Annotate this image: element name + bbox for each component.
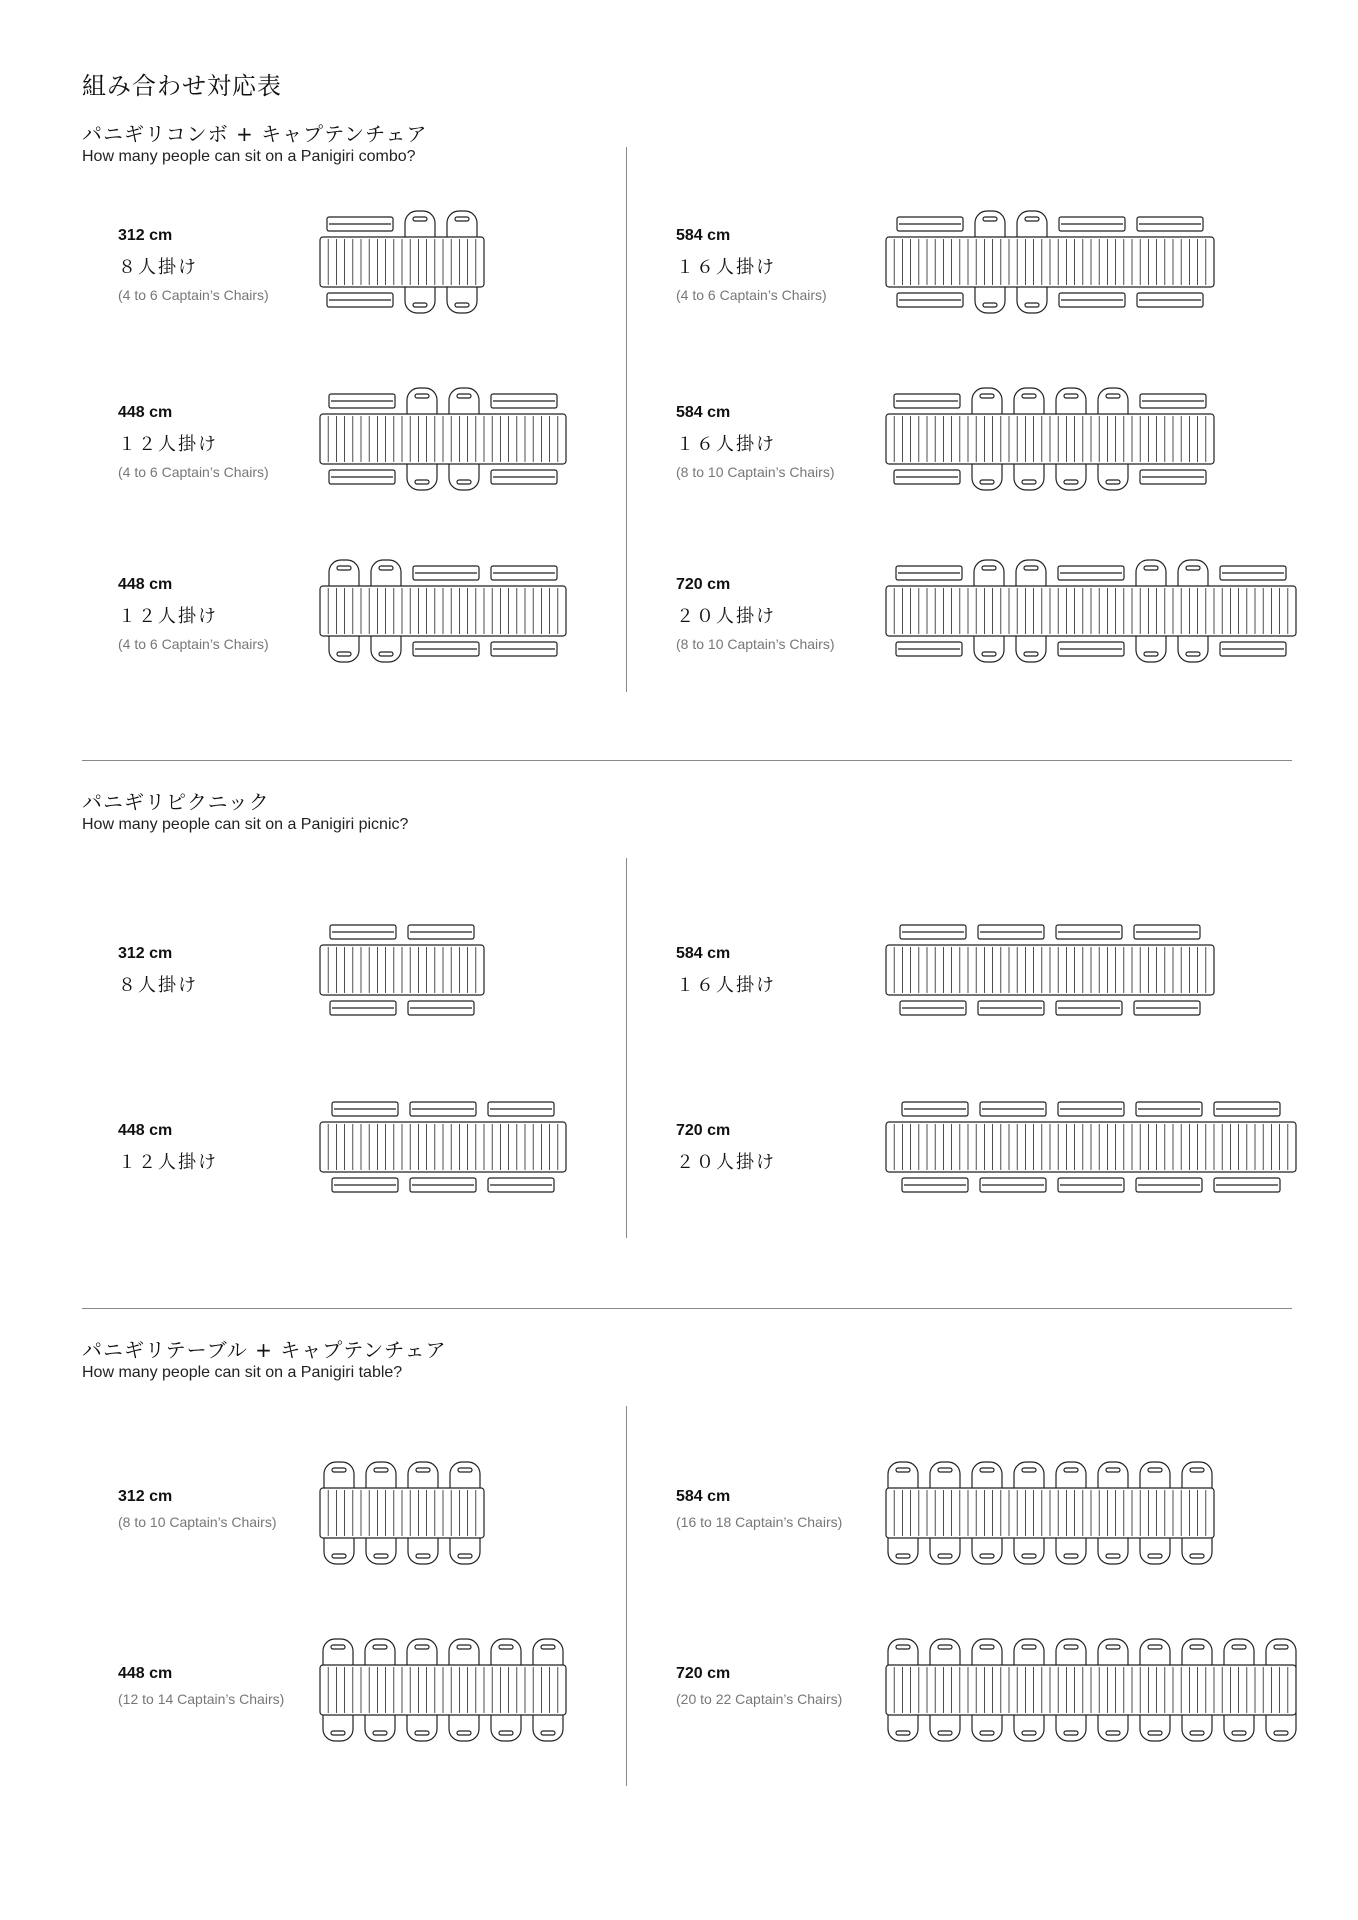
seating-diagram (320, 559, 580, 663)
item-label (676, 945, 876, 997)
chair-handle (1064, 1645, 1078, 1649)
seating-diagram (886, 1638, 1306, 1742)
chair-range: (4 to 6 Captain’s Chairs) (118, 287, 269, 303)
chair-handle (980, 1554, 994, 1558)
seating-diagram (320, 387, 580, 491)
seating-diagram (886, 1461, 1226, 1565)
chair-handle (982, 566, 996, 570)
chair-handle (1106, 1645, 1120, 1649)
chair-handle (1190, 1645, 1204, 1649)
seat-count: １２人掛け (118, 606, 218, 627)
chair-handle (457, 1731, 471, 1735)
chair-handle (373, 1645, 387, 1649)
section-subtitle-picnic: How many people can sit on a Panigiri picnic? (82, 816, 409, 833)
seating-group (320, 925, 484, 1015)
chair-handle (374, 1468, 388, 1472)
seating-diagram (886, 559, 1306, 663)
seating-group (886, 560, 1296, 662)
chair-range: (4 to 6 Captain’s Chairs) (118, 636, 269, 652)
chair-handle (541, 1731, 555, 1735)
item-label (118, 1488, 318, 1530)
chair-handle (1064, 394, 1078, 398)
chair-handle (1106, 1731, 1120, 1735)
table-size: 448 cm (118, 404, 173, 421)
chair-handle (415, 394, 429, 398)
table-size: 448 cm (118, 1665, 173, 1682)
chair-handle (458, 1554, 472, 1558)
seating-group (886, 211, 1214, 313)
table-size: 448 cm (118, 1122, 173, 1139)
chair-handle (1024, 652, 1038, 656)
table-size: 312 cm (118, 227, 173, 244)
chair-handle (1064, 1731, 1078, 1735)
chair-handle (415, 480, 429, 484)
seating-group (320, 388, 566, 490)
chair-handle (938, 1468, 952, 1472)
chair-handle (457, 1645, 471, 1649)
chair-handle (1190, 1731, 1204, 1735)
chair-handle (416, 1554, 430, 1558)
chair-handle (1064, 480, 1078, 484)
table-size: 584 cm (676, 945, 731, 962)
seat-count: ２０人掛け (676, 606, 776, 627)
table-size: 312 cm (118, 1488, 173, 1505)
seat-count: １６人掛け (676, 434, 776, 455)
chair-handle (499, 1731, 513, 1735)
item-label (676, 227, 876, 303)
chair-range: (4 to 6 Captain’s Chairs) (118, 464, 269, 480)
chair-handle (1064, 1468, 1078, 1472)
chair-handle (983, 217, 997, 221)
chair-handle (1106, 1468, 1120, 1472)
chair-handle (1022, 1731, 1036, 1735)
seat-count: ２０人掛け (676, 1152, 776, 1173)
chair-handle (413, 303, 427, 307)
chair-handle (373, 1731, 387, 1735)
chair-handle (379, 652, 393, 656)
item-label (676, 576, 876, 652)
table-size: 720 cm (676, 1122, 731, 1139)
chair-handle (541, 1645, 555, 1649)
seating-group (320, 560, 566, 662)
chair-range: (8 to 10 Captain’s Chairs) (118, 1514, 277, 1530)
chair-handle (457, 480, 471, 484)
seating-group (320, 211, 484, 313)
item-label (676, 404, 876, 480)
chair-handle (938, 1645, 952, 1649)
chair-handle (1148, 1731, 1162, 1735)
chair-range: (4 to 6 Captain’s Chairs) (676, 287, 827, 303)
chair-handle (1025, 303, 1039, 307)
chair-range: (16 to 18 Captain’s Chairs) (676, 1514, 843, 1530)
chair-handle (1274, 1731, 1288, 1735)
seat-count: １６人掛け (676, 257, 776, 278)
chair-handle (1232, 1645, 1246, 1649)
section-divider (82, 1308, 1292, 1309)
chair-range: (20 to 22 Captain’s Chairs) (676, 1691, 843, 1707)
chair-handle (896, 1645, 910, 1649)
table-size: 584 cm (676, 1488, 731, 1505)
seating-diagram (320, 210, 500, 314)
table-size: 584 cm (676, 404, 731, 421)
seating-group (320, 1462, 484, 1564)
chair-handle (896, 1468, 910, 1472)
chair-handle (1024, 566, 1038, 570)
seat-count: １２人掛け (118, 1152, 218, 1173)
chair-handle (455, 303, 469, 307)
chair-handle (938, 1554, 952, 1558)
chair-handle (1190, 1554, 1204, 1558)
item-label (118, 227, 318, 303)
item-label (118, 576, 318, 652)
seat-count: １６人掛け (676, 975, 776, 996)
seating-diagram (320, 1638, 580, 1742)
chair-handle (1064, 1554, 1078, 1558)
table-size: 448 cm (118, 576, 173, 593)
chair-handle (896, 1731, 910, 1735)
page-title: 組み合わせ対応表 (82, 72, 282, 100)
seating-group (886, 1639, 1296, 1741)
table-size: 584 cm (676, 227, 731, 244)
chair-handle (1190, 1468, 1204, 1472)
chair-range: (12 to 14 Captain’s Chairs) (118, 1691, 285, 1707)
seating-diagram (320, 1097, 580, 1197)
chair-handle (413, 217, 427, 221)
chair-handle (1148, 1645, 1162, 1649)
chair-handle (980, 1731, 994, 1735)
chair-handle (1186, 652, 1200, 656)
chair-handle (332, 1554, 346, 1558)
chair-range: (8 to 10 Captain’s Chairs) (676, 636, 835, 652)
chair-handle (1148, 1554, 1162, 1558)
chair-handle (938, 1731, 952, 1735)
chair-handle (499, 1645, 513, 1649)
item-label (118, 945, 318, 997)
chair-handle (1022, 1468, 1036, 1472)
seat-count: ８人掛け (118, 257, 198, 278)
chair-handle (379, 566, 393, 570)
chair-handle (331, 1645, 345, 1649)
item-label (118, 1122, 318, 1174)
chair-handle (1022, 1645, 1036, 1649)
section-subtitle-table: How many people can sit on a Panigiri table? (82, 1364, 403, 1381)
column-divider (626, 1406, 627, 1786)
chair-handle (1022, 480, 1036, 484)
table-size: 720 cm (676, 1665, 731, 1682)
chair-handle (980, 394, 994, 398)
seating-diagram (886, 1097, 1306, 1197)
section-title-picnic: パニギリピクニック (82, 790, 270, 814)
chair-range: (8 to 10 Captain’s Chairs) (676, 464, 835, 480)
seating-diagram (886, 920, 1226, 1020)
seating-group (886, 1462, 1214, 1564)
chair-handle (980, 1645, 994, 1649)
section-divider (82, 760, 1292, 761)
chair-handle (1025, 217, 1039, 221)
section-title-table: パニギリテーブル + キャプテンチェア (82, 1338, 447, 1362)
chair-handle (455, 217, 469, 221)
item-label (118, 404, 318, 480)
column-divider (626, 147, 627, 692)
chair-handle (332, 1468, 346, 1472)
chair-handle (374, 1554, 388, 1558)
chair-handle (331, 1731, 345, 1735)
chair-handle (1144, 652, 1158, 656)
chair-handle (337, 566, 351, 570)
section-subtitle-combo: How many people can sit on a Panigiri combo? (82, 148, 416, 165)
item-label (676, 1122, 876, 1174)
section-title-combo: パニギリコンボ + キャプテンチェア (82, 122, 428, 146)
item-label (676, 1665, 876, 1707)
chair-handle (457, 394, 471, 398)
table-size: 312 cm (118, 945, 173, 962)
table-size: 720 cm (676, 576, 731, 593)
chair-handle (458, 1468, 472, 1472)
chair-handle (416, 1468, 430, 1472)
seating-group (886, 388, 1214, 490)
chair-handle (983, 303, 997, 307)
seating-diagram (320, 1461, 500, 1565)
chair-handle (1106, 394, 1120, 398)
chair-handle (415, 1645, 429, 1649)
chair-handle (415, 1731, 429, 1735)
chair-handle (1022, 394, 1036, 398)
column-divider (626, 858, 627, 1238)
chair-handle (982, 652, 996, 656)
seat-count: １２人掛け (118, 434, 218, 455)
seating-diagram (886, 387, 1226, 491)
seating-diagram (320, 920, 500, 1020)
chair-handle (1186, 566, 1200, 570)
chair-handle (896, 1554, 910, 1558)
item-label (118, 1665, 318, 1707)
seating-group (886, 1102, 1296, 1192)
seat-count: ８人掛け (118, 975, 198, 996)
seating-diagram (886, 210, 1226, 314)
item-label (676, 1488, 876, 1530)
seating-group (320, 1639, 566, 1741)
chair-handle (1106, 480, 1120, 484)
chair-handle (1106, 1554, 1120, 1558)
chair-handle (1274, 1645, 1288, 1649)
chair-handle (980, 1468, 994, 1472)
chair-handle (337, 652, 351, 656)
seating-group (886, 925, 1214, 1015)
chair-handle (1232, 1731, 1246, 1735)
chair-handle (980, 480, 994, 484)
chair-handle (1148, 1468, 1162, 1472)
chair-handle (1144, 566, 1158, 570)
seating-group (320, 1102, 566, 1192)
chair-handle (1022, 1554, 1036, 1558)
